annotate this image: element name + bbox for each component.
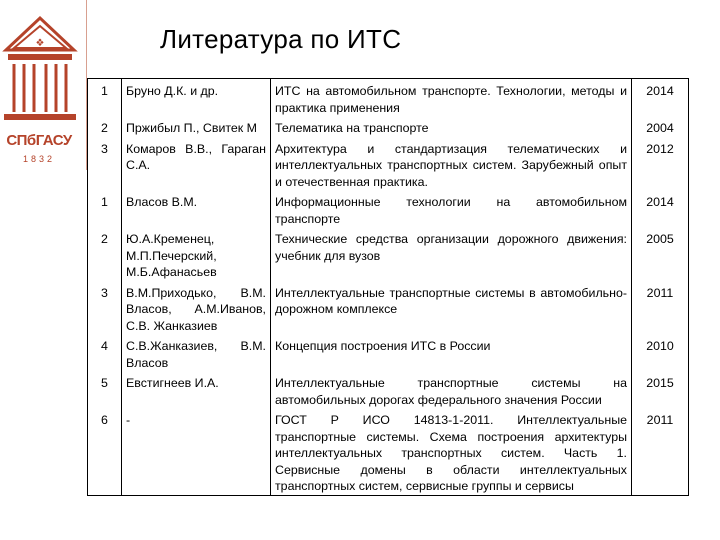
logo-text: СПбГАСУ <box>6 132 72 149</box>
row-authors: В.М.Приходько, В.М. Власов, А.М.Иванов, С.В. Жанказиев <box>122 281 271 335</box>
university-logo <box>0 8 80 168</box>
row-title: ИТС на автомобильном транспорте. Технологии, методы и практика применения <box>271 79 632 117</box>
table-row <box>88 79 689 117</box>
table-row <box>88 116 689 137</box>
row-authors: Комаров В.В., Гараган С.А. <box>122 137 271 191</box>
row-title: Интеллектуальные транспортные системы на автомобильных дорогах федерального значения России <box>271 371 632 408</box>
row-title: Архитектура и стандартизация телематических и интеллектуальных транспортных систем. Зарубежный опыт и отечественная практика. <box>271 137 632 191</box>
row-year: 2014 <box>632 79 689 117</box>
row-title: Технические средства организации дорожного движения: учебник для вузов <box>271 227 632 281</box>
row-number: 3 <box>88 281 122 335</box>
row-authors: Евстигнеев И.А. <box>122 371 271 408</box>
row-year: 2015 <box>632 371 689 408</box>
row-title: Информационные технологии на автомобильном транспорте <box>271 190 632 227</box>
row-year: 2011 <box>632 408 689 495</box>
row-year: 2014 <box>632 190 689 227</box>
row-authors: Власов В.М. <box>122 190 271 227</box>
row-authors: С.В.Жанказиев, В.М. Власов <box>122 334 271 371</box>
table-row <box>88 334 689 371</box>
literature-table <box>87 78 689 496</box>
row-number: 5 <box>88 371 122 408</box>
row-year: 2012 <box>632 137 689 191</box>
row-number: 2 <box>88 116 122 137</box>
table-row <box>88 371 689 408</box>
row-authors: - <box>122 408 271 495</box>
row-number: 1 <box>88 79 122 117</box>
row-number: 6 <box>88 408 122 495</box>
row-title: Интеллектуальные транспортные системы в автомобильно-дорожном комплексе <box>271 281 632 335</box>
svg-text:❖: ❖ <box>35 38 45 49</box>
table-row <box>88 190 689 227</box>
row-year: 2004 <box>632 116 689 137</box>
table-row <box>88 408 689 495</box>
building-icon <box>0 8 80 132</box>
row-title: Концепция построения ИТС в России <box>271 334 632 371</box>
row-number: 2 <box>88 227 122 281</box>
row-title: ГОСТ Р ИСО 14813-1-2011. Интеллектуальные транспортные системы. Схема построения архитектуры интеллектуальных транспортных систем. Часть 1. Сервисные домены в области интеллектуальных транспортных систем, сервисные группы и сервисы <box>271 408 632 495</box>
row-year: 2005 <box>632 227 689 281</box>
table-row <box>88 281 689 335</box>
row-number: 4 <box>88 334 122 371</box>
row-number: 1 <box>88 190 122 227</box>
logo-year: 1832 <box>22 154 56 164</box>
row-authors: Бруно Д.К. и др. <box>122 79 271 117</box>
row-number: 3 <box>88 137 122 191</box>
row-title: Телематика на транспорте <box>271 116 632 137</box>
page-title: Литература по ИТС <box>160 24 402 54</box>
table-row <box>88 137 689 191</box>
row-authors: Пржибыл П., Свитек М <box>122 116 271 137</box>
table-row <box>88 227 689 281</box>
row-year: 2010 <box>632 334 689 371</box>
row-authors: Ю.А.Кременец, М.П.Печерский, М.Б.Афанасьев <box>122 227 271 281</box>
row-year: 2011 <box>632 281 689 335</box>
